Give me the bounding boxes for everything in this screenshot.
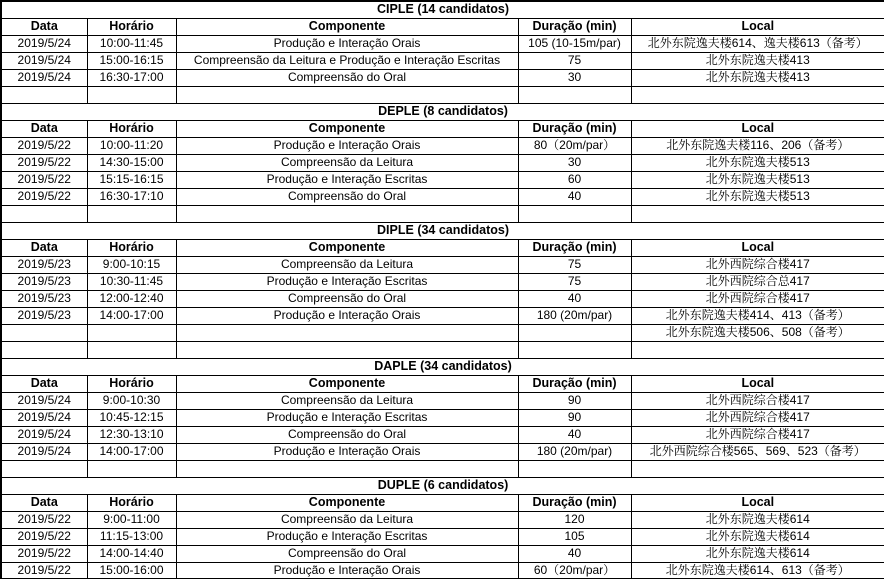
table-row — [1, 545, 884, 562]
section-title: DAPLE (34 candidatos) — [1, 358, 884, 375]
cell-duracao: 90 — [518, 392, 631, 409]
table-row — [1, 392, 884, 409]
cell-horario: 10:30-11:45 — [87, 273, 176, 290]
cell-local: 北外东院逸夫楼513 — [631, 154, 884, 171]
section-title-row — [1, 1, 884, 18]
cell-data — [1, 460, 87, 477]
cell-componente: Compreensão da Leitura — [176, 511, 518, 528]
section-title-row — [1, 222, 884, 239]
cell-local: 北外西院综合总417 — [631, 273, 884, 290]
column-header-horario: Horário — [87, 18, 176, 35]
cell-componente: Compreensão do Oral — [176, 426, 518, 443]
cell-duracao: 40 — [518, 290, 631, 307]
column-header-horario: Horário — [87, 239, 176, 256]
cell-componente — [176, 205, 518, 222]
table-row — [1, 562, 884, 579]
column-header-row — [1, 494, 884, 511]
cell-data: 2019/5/24 — [1, 35, 87, 52]
cell-local: 北外西院综合楼417 — [631, 256, 884, 273]
cell-horario: 11:15-13:00 — [87, 528, 176, 545]
column-header-duracao: Duração (min) — [518, 120, 631, 137]
column-header-duracao: Duração (min) — [518, 239, 631, 256]
cell-data: 2019/5/23 — [1, 256, 87, 273]
section-title: DEPLE (8 candidatos) — [1, 103, 884, 120]
column-header-data: Data — [1, 239, 87, 256]
cell-data: 2019/5/24 — [1, 409, 87, 426]
table-row — [1, 137, 884, 154]
cell-horario: 15:00-16:00 — [87, 562, 176, 579]
cell-local: 北外西院综合楼565、569、523（备考） — [631, 443, 884, 460]
cell-duracao: 180 (20m/par) — [518, 307, 631, 324]
cell-duracao — [518, 205, 631, 222]
column-header-horario: Horário — [87, 375, 176, 392]
cell-duracao — [518, 86, 631, 103]
cell-duracao: 40 — [518, 426, 631, 443]
cell-data: 2019/5/24 — [1, 52, 87, 69]
cell-local: 北外东院逸夫楼614 — [631, 545, 884, 562]
table-row — [1, 290, 884, 307]
cell-data: 2019/5/22 — [1, 171, 87, 188]
cell-componente: Compreensão do Oral — [176, 290, 518, 307]
cell-local: 北外东院逸夫楼413 — [631, 52, 884, 69]
cell-duracao: 30 — [518, 154, 631, 171]
cell-duracao: 30 — [518, 69, 631, 86]
cell-data: 2019/5/22 — [1, 188, 87, 205]
column-header-componente: Componente — [176, 18, 518, 35]
cell-horario: 16:30-17:00 — [87, 69, 176, 86]
cell-local: 北外东院逸夫楼513 — [631, 188, 884, 205]
cell-componente: Compreensão da Leitura — [176, 154, 518, 171]
cell-data: 2019/5/22 — [1, 154, 87, 171]
cell-horario: 10:45-12:15 — [87, 409, 176, 426]
table-row — [1, 188, 884, 205]
table-row — [1, 256, 884, 273]
cell-horario: 16:30-17:10 — [87, 188, 176, 205]
column-header-local: Local — [631, 239, 884, 256]
section-title-row — [1, 103, 884, 120]
cell-horario: 14:00-17:00 — [87, 443, 176, 460]
column-header-data: Data — [1, 120, 87, 137]
cell-data: 2019/5/23 — [1, 273, 87, 290]
table-row — [1, 52, 884, 69]
cell-data: 2019/5/24 — [1, 426, 87, 443]
cell-local: 北外西院综合楼417 — [631, 290, 884, 307]
cell-duracao: 75 — [518, 273, 631, 290]
section-title-row — [1, 477, 884, 494]
cell-duracao: 120 — [518, 511, 631, 528]
table-row — [1, 154, 884, 171]
cell-duracao: 60 — [518, 171, 631, 188]
cell-duracao: 80（20m/par） — [518, 137, 631, 154]
cell-componente — [176, 86, 518, 103]
table-row — [1, 341, 884, 358]
cell-data: 2019/5/22 — [1, 545, 87, 562]
table-row — [1, 460, 884, 477]
cell-local — [631, 86, 884, 103]
cell-componente: Compreensão do Oral — [176, 69, 518, 86]
cell-duracao: 60（20m/par） — [518, 562, 631, 579]
cell-data: 2019/5/23 — [1, 307, 87, 324]
table-row — [1, 86, 884, 103]
cell-local: 北外西院综合楼417 — [631, 426, 884, 443]
table-row — [1, 205, 884, 222]
section-title: DUPLE (6 candidatos) — [1, 477, 884, 494]
cell-local: 北外东院逸夫楼614 — [631, 511, 884, 528]
cell-componente: Produção e Interação Escritas — [176, 528, 518, 545]
cell-componente: Produção e Interação Escritas — [176, 273, 518, 290]
column-header-horario: Horário — [87, 494, 176, 511]
cell-horario — [87, 460, 176, 477]
cell-horario: 12:30-13:10 — [87, 426, 176, 443]
cell-local: 北外东院逸夫楼614、613（备考） — [631, 562, 884, 579]
column-header-local: Local — [631, 18, 884, 35]
cell-componente: Compreensão da Leitura e Produção e Interação Escritas — [176, 52, 518, 69]
cell-data — [1, 324, 87, 341]
cell-duracao: 105 — [518, 528, 631, 545]
column-header-horario: Horário — [87, 120, 176, 137]
table-row — [1, 35, 884, 52]
cell-duracao — [518, 324, 631, 341]
cell-duracao: 180 (20m/par) — [518, 443, 631, 460]
table-row — [1, 443, 884, 460]
cell-duracao: 75 — [518, 256, 631, 273]
cell-local: 北外东院逸夫楼513 — [631, 171, 884, 188]
cell-horario: 9:00-10:15 — [87, 256, 176, 273]
cell-horario — [87, 205, 176, 222]
cell-horario: 9:00-10:30 — [87, 392, 176, 409]
cell-data: 2019/5/22 — [1, 511, 87, 528]
column-header-row — [1, 375, 884, 392]
cell-local — [631, 460, 884, 477]
cell-horario: 15:00-16:15 — [87, 52, 176, 69]
section-title: CIPLE (14 candidatos) — [1, 1, 884, 18]
cell-data: 2019/5/24 — [1, 69, 87, 86]
column-header-data: Data — [1, 375, 87, 392]
column-header-local: Local — [631, 120, 884, 137]
cell-componente: Compreensão do Oral — [176, 545, 518, 562]
cell-data — [1, 86, 87, 103]
column-header-duracao: Duração (min) — [518, 18, 631, 35]
cell-horario: 14:00-14:40 — [87, 545, 176, 562]
cell-horario — [87, 86, 176, 103]
cell-componente: Produção e Interação Escritas — [176, 409, 518, 426]
cell-horario: 12:00-12:40 — [87, 290, 176, 307]
cell-local: 北外西院综合楼417 — [631, 392, 884, 409]
cell-data: 2019/5/23 — [1, 290, 87, 307]
column-header-duracao: Duração (min) — [518, 375, 631, 392]
cell-horario: 14:00-17:00 — [87, 307, 176, 324]
column-header-componente: Componente — [176, 239, 518, 256]
cell-componente — [176, 324, 518, 341]
cell-data — [1, 341, 87, 358]
cell-componente: Compreensão do Oral — [176, 188, 518, 205]
cell-data: 2019/5/24 — [1, 443, 87, 460]
column-header-data: Data — [1, 494, 87, 511]
cell-componente: Produção e Interação Orais — [176, 137, 518, 154]
table-row — [1, 511, 884, 528]
cell-duracao: 40 — [518, 545, 631, 562]
cell-data: 2019/5/24 — [1, 392, 87, 409]
cell-data: 2019/5/22 — [1, 562, 87, 579]
table-row — [1, 69, 884, 86]
cell-componente — [176, 341, 518, 358]
cell-componente: Compreensão da Leitura — [176, 392, 518, 409]
cell-horario — [87, 324, 176, 341]
cell-local: 北外东院逸夫楼506、508（备考） — [631, 324, 884, 341]
schedule-body — [1, 1, 884, 579]
cell-horario — [87, 341, 176, 358]
cell-horario: 10:00-11:20 — [87, 137, 176, 154]
cell-componente: Produção e Interação Orais — [176, 443, 518, 460]
cell-componente — [176, 460, 518, 477]
cell-componente: Produção e Interação Orais — [176, 35, 518, 52]
cell-local: 北外东院逸夫楼413 — [631, 69, 884, 86]
cell-componente: Produção e Interação Escritas — [176, 171, 518, 188]
cell-duracao: 75 — [518, 52, 631, 69]
cell-local: 北外东院逸夫楼414、413（备考） — [631, 307, 884, 324]
cell-horario: 14:30-15:00 — [87, 154, 176, 171]
cell-data — [1, 205, 87, 222]
table-row — [1, 528, 884, 545]
cell-local — [631, 341, 884, 358]
cell-duracao — [518, 460, 631, 477]
column-header-local: Local — [631, 494, 884, 511]
cell-data: 2019/5/22 — [1, 528, 87, 545]
cell-duracao: 90 — [518, 409, 631, 426]
column-header-duracao: Duração (min) — [518, 494, 631, 511]
column-header-componente: Componente — [176, 494, 518, 511]
cell-data: 2019/5/22 — [1, 137, 87, 154]
cell-duracao: 105 (10-15m/par) — [518, 35, 631, 52]
cell-duracao — [518, 341, 631, 358]
cell-horario: 10:00-11:45 — [87, 35, 176, 52]
cell-duracao: 40 — [518, 188, 631, 205]
cell-horario: 9:00-11:00 — [87, 511, 176, 528]
column-header-componente: Componente — [176, 120, 518, 137]
table-row — [1, 426, 884, 443]
column-header-data: Data — [1, 18, 87, 35]
cell-local: 北外东院逸夫楼614、逸夫楼613（备考） — [631, 35, 884, 52]
column-header-row — [1, 120, 884, 137]
table-row — [1, 171, 884, 188]
cell-componente: Compreensão da Leitura — [176, 256, 518, 273]
cell-horario: 15:15-16:15 — [87, 171, 176, 188]
table-row — [1, 307, 884, 324]
column-header-componente: Componente — [176, 375, 518, 392]
table-row — [1, 273, 884, 290]
table-row — [1, 409, 884, 426]
column-header-row — [1, 18, 884, 35]
cell-local: 北外东院逸夫楼116、206（备考） — [631, 137, 884, 154]
cell-componente: Produção e Interação Orais — [176, 562, 518, 579]
cell-local — [631, 205, 884, 222]
column-header-local: Local — [631, 375, 884, 392]
cell-local: 北外东院逸夫楼614 — [631, 528, 884, 545]
table-row — [1, 324, 884, 341]
section-title-row — [1, 358, 884, 375]
cell-local: 北外西院综合楼417 — [631, 409, 884, 426]
section-title: DIPLE (34 candidatos) — [1, 222, 884, 239]
cell-componente: Produção e Interação Orais — [176, 307, 518, 324]
column-header-row — [1, 239, 884, 256]
